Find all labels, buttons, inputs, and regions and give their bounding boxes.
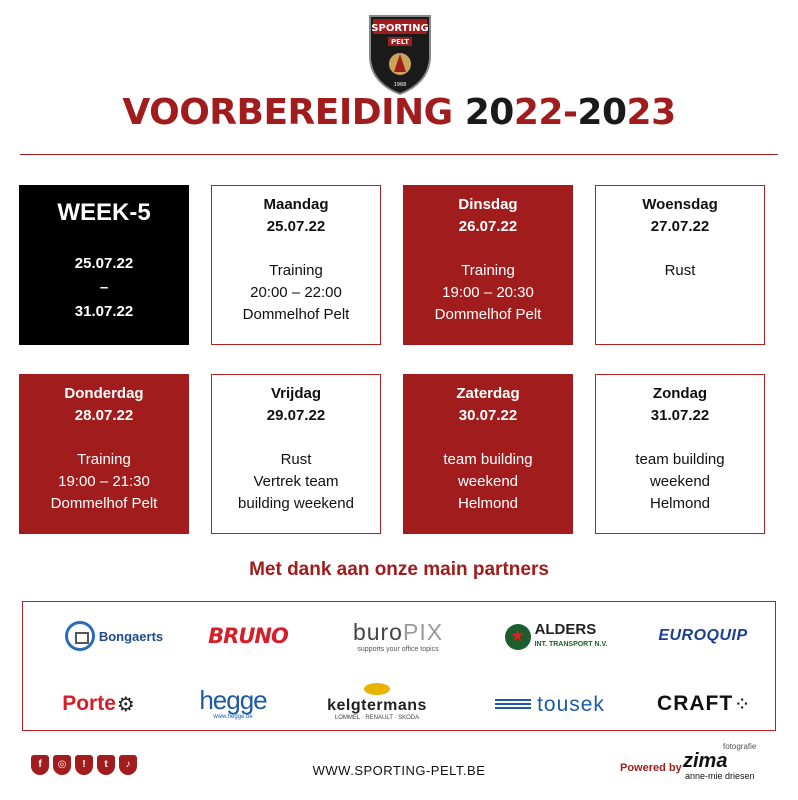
day-activity: Training 20:00 – 22:00 Dommelhof Pelt bbox=[242, 262, 350, 323]
facebook-icon[interactable]: f bbox=[31, 755, 49, 775]
day-name: Zaterdag bbox=[456, 385, 520, 402]
week-card bbox=[19, 185, 189, 345]
tiktok-icon[interactable]: ♪ bbox=[119, 755, 137, 775]
day-activity: team building weekend Helmond bbox=[443, 451, 533, 512]
zima-logo: fotografie zima anne-mie driesen bbox=[683, 742, 757, 781]
day-activity: Training 19:00 – 21:30 Dommelhof Pelt bbox=[50, 451, 158, 512]
partner-logo-porteq: Porte ⚙ bbox=[62, 692, 135, 716]
day-card-vrijdag bbox=[211, 374, 381, 534]
page-title: VOORBEREIDING 2022-2023 bbox=[122, 92, 676, 133]
day-name: Woensdag bbox=[642, 196, 718, 213]
partner-logo-kelgtermans: kelgtermans LOMMEL · RENAULT · SKODA bbox=[329, 678, 425, 726]
day-name: Vrijdag bbox=[270, 385, 322, 402]
twitter-icon[interactable]: t bbox=[97, 755, 115, 775]
day-card-zaterdag bbox=[403, 374, 573, 534]
day-name: Maandag bbox=[263, 196, 329, 213]
youtube-icon[interactable]: ! bbox=[75, 755, 93, 775]
day-activity: Training 19:00 – 20:30 Dommelhof Pelt bbox=[434, 262, 542, 323]
partner-logo-craft: CRAFT ⁘ bbox=[657, 692, 749, 715]
day-card-maandag bbox=[211, 185, 381, 345]
instagram-icon[interactable]: ◎ bbox=[53, 755, 71, 775]
day-activity: Rust Vertrek team building weekend bbox=[238, 451, 354, 512]
svg-text:SPORTING: SPORTING bbox=[371, 23, 429, 34]
day-date: 29.07.22 bbox=[266, 407, 326, 424]
partners-heading: Met dank aan onze main partners bbox=[249, 559, 549, 580]
day-date: 30.07.22 bbox=[458, 407, 518, 424]
partner-logo-bruno: BRUNO bbox=[208, 624, 288, 648]
day-date: 28.07.22 bbox=[74, 407, 134, 424]
sporting-pelt-logo bbox=[364, 10, 436, 96]
day-name: Donderdag bbox=[64, 385, 144, 402]
day-card-dinsdag bbox=[403, 185, 573, 345]
partner-logo-bongaerts: Bongaerts bbox=[49, 610, 179, 662]
partner-logo-tousek: tousek bbox=[475, 690, 625, 720]
partner-logo-hegge: hegge www.hegge.be bbox=[199, 685, 267, 720]
partners-box bbox=[22, 601, 776, 731]
svg-text:1968: 1968 bbox=[393, 82, 407, 88]
star-icon: ★ bbox=[505, 624, 531, 650]
house-icon bbox=[65, 621, 95, 651]
website-link[interactable]: WWW.SPORTING-PELT.BE bbox=[312, 763, 486, 778]
day-card-woensdag bbox=[595, 185, 765, 345]
day-date: 31.07.22 bbox=[650, 407, 710, 424]
day-name: Zondag bbox=[652, 385, 708, 402]
day-date: 27.07.22 bbox=[650, 218, 710, 235]
week-dates: 25.07.22 – 31.07.22 bbox=[74, 255, 134, 320]
partner-logo-buropix: buroPIX supports your office topics bbox=[352, 619, 444, 653]
partner-logo-alders: ★ ALDERS INT. TRANSPORT N.V. bbox=[491, 620, 621, 654]
day-activity: Rust bbox=[664, 262, 696, 279]
partner-logo-euroquip: EUROQUIP bbox=[658, 627, 748, 644]
day-activity: team building weekend Helmond bbox=[635, 451, 725, 512]
svg-text:PELT: PELT bbox=[391, 38, 409, 46]
day-date: 26.07.22 bbox=[458, 218, 518, 235]
title-divider bbox=[20, 154, 778, 155]
day-card-zondag bbox=[595, 374, 765, 534]
day-card-donderdag bbox=[19, 374, 189, 534]
powered-by-label: Powered by bbox=[620, 762, 682, 774]
day-date: 25.07.22 bbox=[266, 218, 326, 235]
week-title: WEEK-5 bbox=[57, 199, 151, 226]
gear-icon: ⚙ bbox=[116, 693, 135, 716]
day-name: Dinsdag bbox=[458, 196, 518, 213]
dots-icon: ⁘ bbox=[736, 695, 749, 712]
